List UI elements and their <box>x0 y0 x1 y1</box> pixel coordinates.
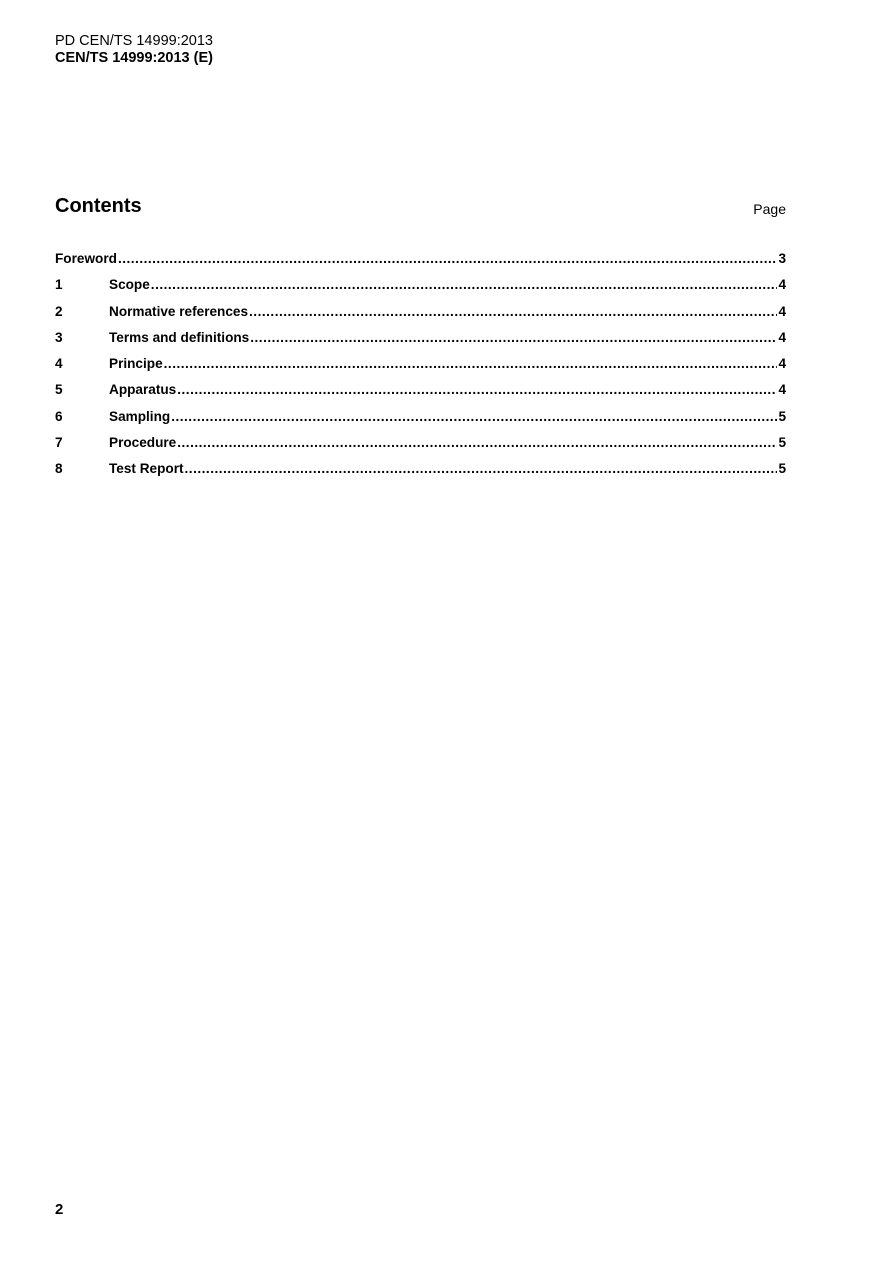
toc-dot-leader <box>185 461 778 476</box>
toc-entry-page: 4 <box>778 277 786 293</box>
toc-entry-page: 4 <box>778 382 786 398</box>
toc-entry-number: 7 <box>55 435 63 451</box>
table-of-contents <box>55 251 786 488</box>
toc-entry-title: Terms and definitions <box>109 329 250 345</box>
toc-entry-page: 4 <box>778 329 786 345</box>
toc-entry-number: 4 <box>55 356 63 372</box>
toc-entry-title: Procedure <box>109 435 177 451</box>
toc-entry-number: 2 <box>55 303 63 319</box>
toc-entry-number: 5 <box>55 382 63 398</box>
toc-entry-number: 8 <box>55 461 63 477</box>
toc-dot-leader <box>177 382 777 397</box>
toc-dot-leader <box>164 356 778 371</box>
toc-entry-normative-references[interactable] <box>55 304 786 330</box>
toc-entry-test-report[interactable] <box>55 461 786 487</box>
toc-entry-title: Test Report <box>109 461 184 477</box>
toc-entry-title: Normative references <box>109 303 249 319</box>
toc-entry-number: 3 <box>55 329 63 345</box>
toc-entry-number: 1 <box>55 277 63 293</box>
toc-entry-title: Apparatus <box>109 382 177 398</box>
toc-entry-terms-and-definitions[interactable] <box>55 330 786 356</box>
toc-entry-title: Principe <box>109 356 163 372</box>
toc-dot-leader <box>151 277 778 292</box>
footer-page-number: 2 <box>55 1201 64 1218</box>
contents-heading: Contents <box>55 195 142 217</box>
header-pd-designation: PD CEN/TS 14999:2013 <box>55 33 213 49</box>
toc-entry-page: 5 <box>778 435 786 451</box>
toc-entry-principe[interactable] <box>55 356 786 382</box>
toc-dot-leader <box>171 409 777 424</box>
toc-dot-leader <box>249 304 777 319</box>
page-column-label: Page <box>753 201 786 217</box>
toc-entry-scope[interactable] <box>55 277 786 303</box>
toc-entry-title: Scope <box>109 277 150 293</box>
toc-dot-leader <box>177 435 777 450</box>
toc-entry-number: 6 <box>55 408 63 424</box>
toc-entry-title: Foreword <box>55 251 117 266</box>
document-header <box>55 33 213 67</box>
toc-entry-sampling[interactable] <box>55 409 786 435</box>
toc-dot-leader <box>250 330 777 345</box>
toc-entry-page: 4 <box>778 356 786 372</box>
toc-entry-page: 4 <box>778 303 786 319</box>
toc-entry-apparatus[interactable] <box>55 382 786 408</box>
toc-entry-page: 5 <box>778 408 786 424</box>
toc-entry-foreword[interactable] <box>55 251 786 277</box>
toc-entry-page: 5 <box>778 461 786 477</box>
toc-dot-leader <box>118 251 778 266</box>
toc-entry-page: 3 <box>778 251 786 266</box>
header-cen-designation: CEN/TS 14999:2013 (E) <box>55 50 213 66</box>
toc-entry-procedure[interactable] <box>55 435 786 461</box>
toc-entry-title: Sampling <box>109 408 171 424</box>
